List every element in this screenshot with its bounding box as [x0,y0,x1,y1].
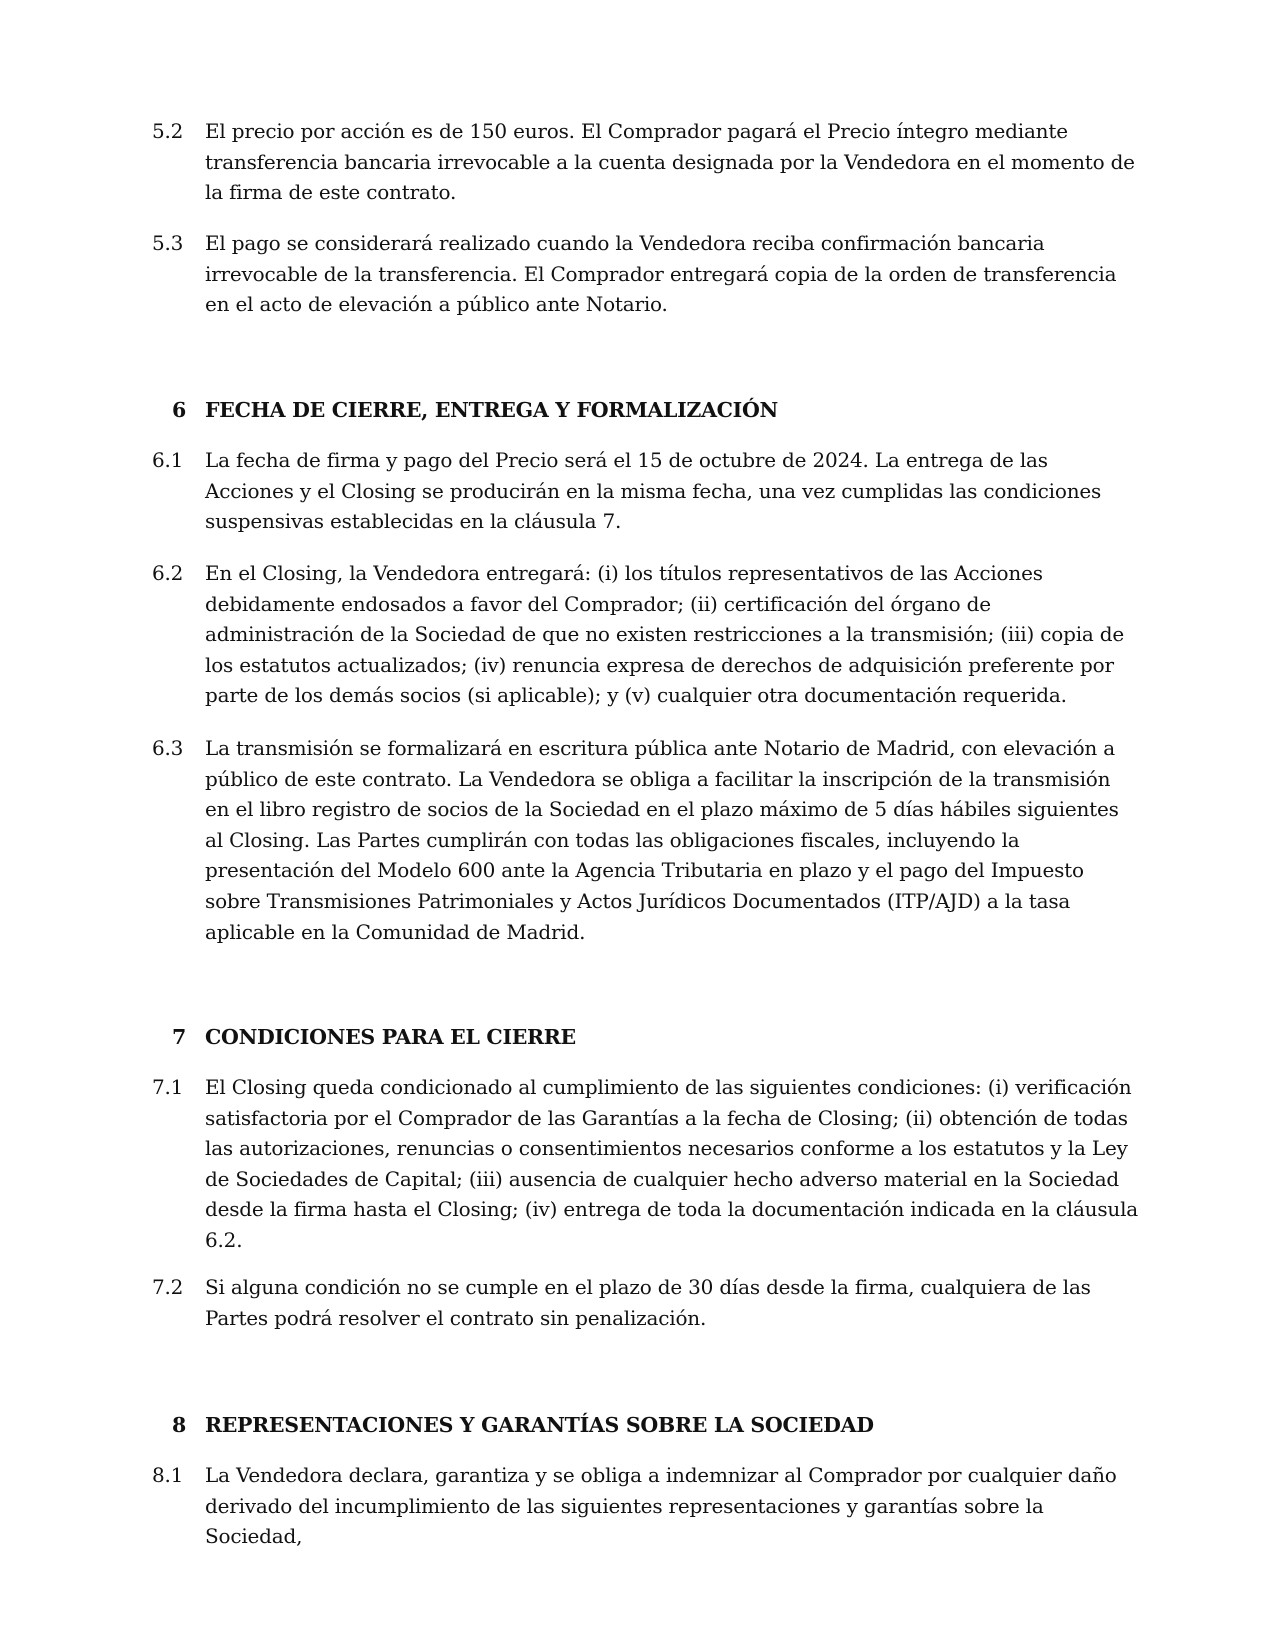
clause-text: La Vendedora declara, garantiza y se obliga a indemnizar al Comprador por cualquier daño derivado del incumplimiento de las siguientes representaciones y garantías sobre la Sociedad, [205,1463,1117,1549]
clause-number: 6.2 [152,561,184,585]
clause-number: 5.3 [152,231,184,255]
clause-text: La fecha de firma y pago del Precio será el 15 de octubre de 2024. La entrega de las Acciones y el Closing se producirán en la misma fecha, una vez cumplidas las condiciones suspensivas establecidas en la cláusula 7. [205,448,1102,534]
clause-number: 6.3 [152,736,184,760]
section-title: CONDICIONES PARA EL CIERRE [205,1025,576,1049]
clause-number: 6.1 [152,448,184,472]
clause-text: La transmisión se formalizará en escritura pública ante Notario de Madrid, con elevación a público de este contrato. La Vendedora se obliga a facilitar la inscripción de la transmisión en el libro registro de socios de la Sociedad en el plazo máximo de 5 días hábiles siguientes al Closing. Las Partes cumplirán con todas las obligaciones fiscales, incluyendo la presentación del Modelo 600 ante la Agencia Tributaria en plazo y el pago del Impuesto sobre Transmisiones Patrimoniales y Actos Jurídicos Documentados (ITP/AJD) a la tasa aplicable en la Comunidad de Madrid. [205,736,1119,944]
section-number: 8 [172,1413,186,1437]
clause-text: En el Closing, la Vendedora entregará: (i) los títulos representativos de las Acciones debidamente endosados a favor del Comprador; (ii) certificación del órgano de administración de la Sociedad de que no existen restricciones a la transmisión; (iii) copia de los estatutos actualizados; (iv) renuncia expresa de derechos de adquisición preferente por parte de los demás socios (si aplicable); y (v) cualquier otra documentación requerida. [205,561,1125,708]
section-title: REPRESENTACIONES Y GARANTÍAS SOBRE LA SOCIEDAD [205,1413,874,1437]
clause-number: 7.1 [152,1075,184,1099]
clause-number: 8.1 [152,1463,184,1487]
clause-text: Si alguna condición no se cumple en el plazo de 30 días desde la firma, cualquiera de las Partes podrá resolver el contrato sin penalización. [205,1275,1091,1330]
clause-text: El precio por acción es de 150 euros. El Comprador pagará el Precio íntegro mediante transferencia bancaria irrevocable a la cuenta designada por la Vendedora en el momento de la firma de este contrato. [205,119,1135,205]
clause-number: 7.2 [152,1275,184,1299]
clause-text: El pago se considerará realizado cuando la Vendedora reciba confirmación bancaria irrevocable de la transferencia. El Comprador entregará copia de la orden de transferencia en el acto de elevación a público ante Notario. [205,231,1117,317]
clause-number: 5.2 [152,119,184,143]
section-number: 6 [172,398,186,422]
section-number: 7 [172,1025,186,1049]
section-title: FECHA DE CIERRE, ENTREGA Y FORMALIZACIÓN [205,398,778,422]
clause-text: El Closing queda condicionado al cumplimiento de las siguientes condiciones: (i) verificación satisfactoria por el Comprador de las Garantías a la fecha de Closing; (ii) obtención de todas las autorizaciones, renuncias o consentimientos necesarios conforme a los estatutos y la Ley de Sociedades de Capital; (iii) ausencia de cualquier hecho adverso material en la Sociedad desde la firma hasta el Closing; (iv) entrega de toda la documentación indicada en la cláusula 6.2. [205,1075,1139,1252]
